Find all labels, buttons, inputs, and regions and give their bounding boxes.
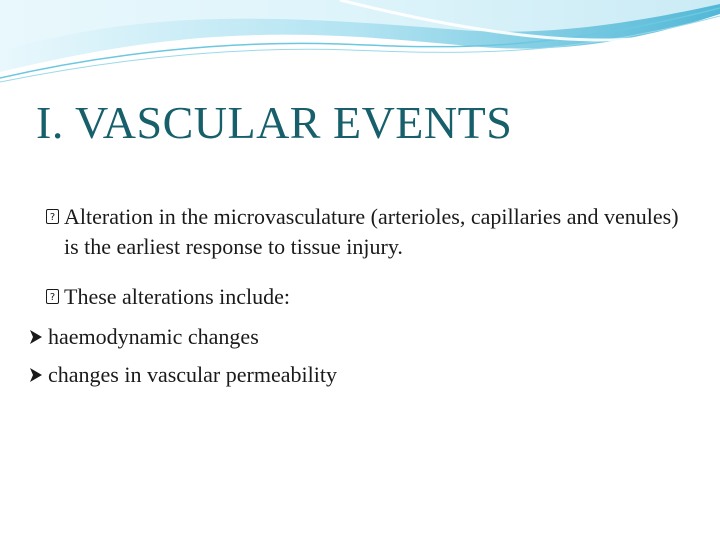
arrow-bullet-icon bbox=[28, 367, 44, 383]
header-wave-decoration bbox=[0, 0, 720, 90]
arrow-bullet-icon bbox=[28, 329, 44, 345]
list-item bbox=[28, 318, 686, 356]
replacement-char-box-icon: ? bbox=[46, 289, 59, 304]
list-item bbox=[28, 356, 686, 394]
bullet-paragraph-2-text: These alterations include: bbox=[64, 284, 291, 309]
bullet-paragraph-1-text: Alteration in the microvasculature (arterioles, capillaries and venules) is the earliest response to tissue injury. bbox=[64, 204, 679, 259]
bullet-paragraph-1 bbox=[46, 202, 686, 262]
sub-item-text: haemodynamic changes bbox=[48, 324, 259, 349]
slide-body bbox=[46, 202, 686, 394]
replacement-char-box-icon: ? bbox=[46, 209, 59, 224]
sub-bullet-list bbox=[46, 318, 686, 394]
page-title: I. VASCULAR EVENTS bbox=[36, 97, 513, 148]
bullet-paragraph-2 bbox=[46, 282, 686, 312]
sub-item-text: changes in vascular permeability bbox=[48, 362, 337, 387]
